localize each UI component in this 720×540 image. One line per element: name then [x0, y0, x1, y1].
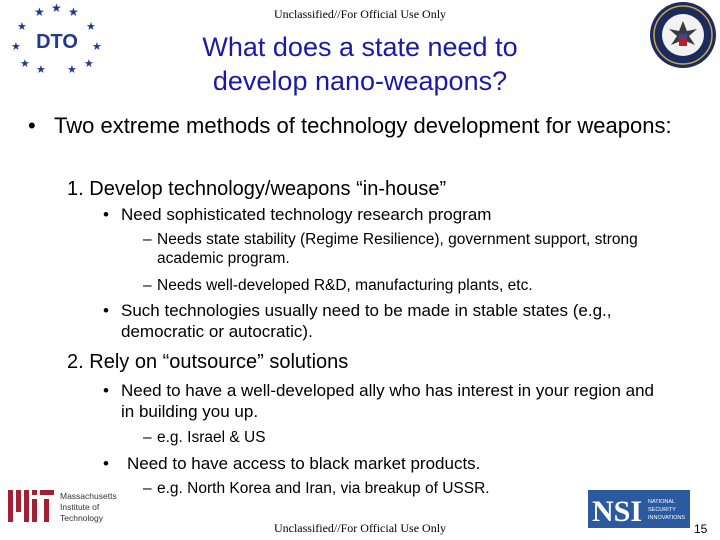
main-bullet-text: Two extreme methods of technology development for weapons:	[54, 113, 672, 138]
svg-text:★: ★	[17, 20, 27, 33]
method-2-point-1-text: Need to have a well-developed ally who has interest in your region and in building you up.	[121, 381, 654, 421]
svg-text:★: ★	[92, 40, 102, 53]
bullet-dot: •	[28, 113, 36, 138]
svg-text:★: ★	[20, 57, 30, 70]
nsi-small-1: NATIONAL	[648, 499, 676, 505]
nsi-logo	[588, 490, 690, 528]
mit-line-2: Institute of	[60, 502, 100, 512]
method-1-point-2-text: Such technologies usually need to be made in stable states (e.g., democratic or autocratic).	[121, 301, 612, 341]
svg-text:★: ★	[84, 57, 94, 70]
method-1-label: Develop technology/weapons “in-house”	[89, 178, 447, 200]
bullet-dot: •	[103, 381, 109, 400]
svg-text:★: ★	[36, 63, 46, 74]
mit-logo	[6, 488, 134, 524]
svg-text:★: ★	[51, 2, 62, 15]
bullet-dot: •	[103, 301, 109, 320]
svg-text:★: ★	[34, 5, 45, 19]
dto-logo	[6, 2, 108, 74]
dto-logo-text: DTO	[36, 31, 78, 53]
method-1-number: 1.	[67, 178, 84, 200]
svg-text:★: ★	[68, 5, 79, 19]
dash-marker: –	[143, 429, 152, 446]
method-1-subpoint-2-text: Needs well-developed R&D, manufacturing plants, etc.	[157, 277, 533, 294]
svg-text:★: ★	[86, 20, 96, 33]
method-2-subpoint-1-text: e.g. Israel & US	[157, 429, 266, 446]
classification-footer: Unclassified//For Official Use Only	[273, 521, 447, 535]
seal-emblem	[649, 1, 717, 69]
bullet-dot: •	[103, 205, 109, 224]
method-2-number: 2.	[67, 351, 84, 373]
title-line-1: What does a state need to	[202, 32, 518, 62]
method-2-subpoint-2-text: e.g. North Korea and Iran, via breakup of USSR.	[157, 480, 490, 497]
nsi-small-3: INNOVATIONS	[648, 515, 686, 521]
method-2	[67, 350, 348, 374]
nsi-small-2: SECURITY	[648, 507, 676, 513]
method-1	[67, 177, 446, 201]
dash-marker: –	[143, 480, 152, 497]
title-line-2: develop nano-weapons?	[212, 66, 508, 96]
bullet-dot: •	[103, 454, 109, 473]
svg-text:★: ★	[11, 40, 21, 53]
svg-text:★: ★	[67, 63, 77, 74]
method-2-point-2-text: Need to have access to black market products.	[127, 454, 481, 473]
page-number: 15	[694, 522, 708, 536]
dash-marker: –	[143, 277, 152, 294]
nsi-logo-text: NSI	[592, 495, 643, 528]
method-1-point-1-text: Need sophisticated technology research program	[121, 205, 492, 224]
classification-header: Unclassified//For Official Use Only	[273, 7, 447, 21]
method-2-label: Rely on “outsource” solutions	[89, 351, 349, 373]
slide-title	[150, 30, 570, 98]
method-1-subpoint-1-text: Needs state stability (Regime Resilience), government support, strong academic program.	[157, 231, 638, 267]
dash-marker: –	[143, 231, 152, 248]
mit-line-3: Technology	[60, 513, 104, 523]
mit-line-1: Massachusetts	[60, 491, 117, 501]
